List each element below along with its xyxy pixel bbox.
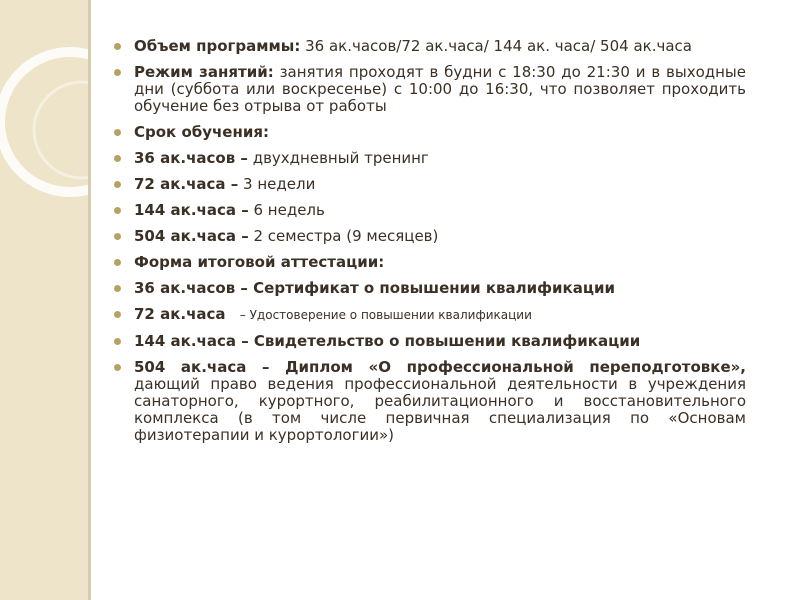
- list-item: 144 ак.часа – Свидетельство о повышении квалификации: [112, 333, 746, 350]
- panel-divider: [88, 0, 91, 600]
- slide-content: [112, 38, 746, 453]
- decorative-side-panel: [0, 0, 88, 600]
- list-item: 504 ак.часа – 2 семестра (9 месяцев): [112, 228, 746, 245]
- list-item: 72 ак.часа – Удостоверение о повышении квалификации: [112, 306, 746, 324]
- list-item: 36 ак.часов – Сертификат о повышении квалификации: [112, 280, 746, 297]
- decorative-circles: [0, 0, 88, 600]
- list-item: 504 ак.часа – Диплом «О профессиональной переподготовке», дающий право ведения профессиональной деятельности в учреждения санаторного, курортного, реабилитационного и восстановительного комплекса (в том числе первичная специализация по «Основам физиотерапии и курортологии»): [112, 359, 746, 444]
- list-item: 36 ак.часов – двухдневный тренинг: [112, 150, 746, 167]
- bullet-list: [112, 38, 746, 444]
- list-item: 72 ак.часа – 3 недели: [112, 176, 746, 193]
- list-item: Объем программы: 36 ак.часов/72 ак.часа/ 144 ак. часа/ 504 ак.часа: [112, 38, 746, 55]
- list-item: Форма итоговой аттестации:: [112, 254, 746, 271]
- list-item: Срок обучения:: [112, 124, 746, 141]
- list-item: 144 ак.часа – 6 недель: [112, 202, 746, 219]
- list-item: Режим занятий: занятия проходят в будни с 18:30 до 21:30 и в выходные дни (суббота или воскресенье) с 10:00 до 16:30, что позволяет проходить обучение без отрыва от работы: [112, 64, 746, 115]
